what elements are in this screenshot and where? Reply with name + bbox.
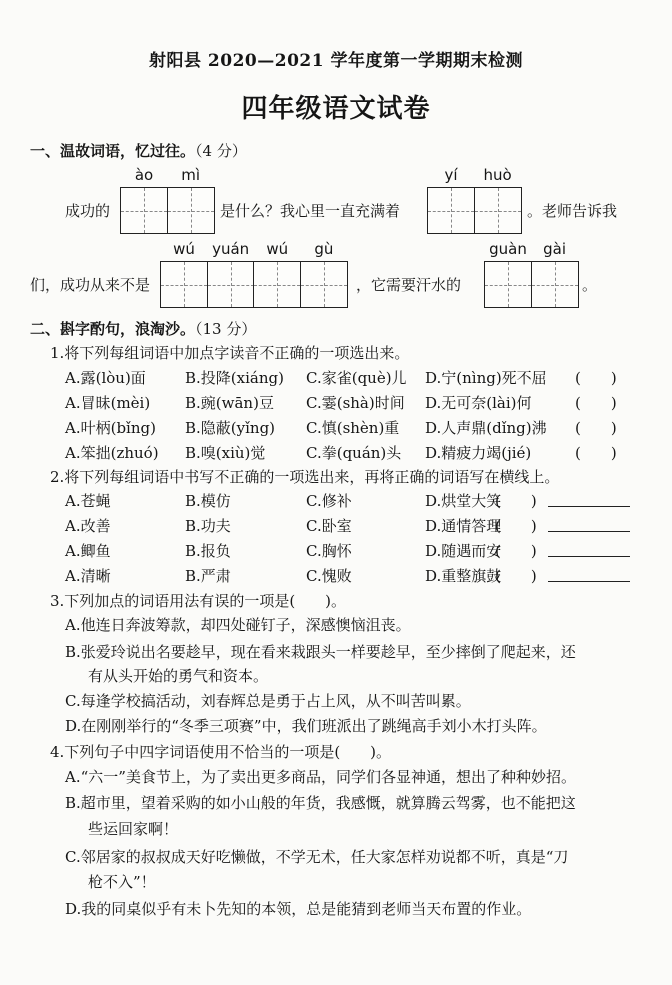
q2-option: A.清晰 [65, 567, 111, 585]
char-box[interactable] [474, 166, 522, 234]
char-box[interactable] [427, 166, 475, 234]
pinyin-label: guàn [489, 240, 527, 258]
char-box[interactable] [253, 240, 301, 308]
sec1-line1-c: 。老师告诉我 [527, 202, 618, 220]
q1-answer-paren[interactable]: ( ) [575, 419, 617, 437]
pinyin-grid-guangai[interactable] [484, 240, 579, 308]
char-box[interactable] [300, 240, 348, 308]
q1-option: A.露(lòu)面 [65, 369, 146, 387]
q2-option: A.鲫鱼 [65, 542, 111, 560]
q1-option: B.嗅(xiù)觉 [185, 444, 266, 462]
q1-stem: 1.将下列每组词语中加点字读音不正确的一项选出来。 [50, 344, 410, 362]
section-1-points: （4 分） [195, 142, 247, 160]
pinyin-grid-wuyuanwugu[interactable] [160, 240, 348, 308]
sec1-line1-b: 是什么？我心里一直充满着 [220, 202, 401, 220]
section-2-points: （13 分） [195, 320, 257, 338]
q1-option: D.宁(nìng)死不屈 [425, 369, 547, 387]
q1-option: D.精疲力竭(jié) [425, 444, 532, 462]
q2-answer-paren[interactable]: ( ) [495, 517, 537, 535]
q1-answer-paren[interactable]: ( ) [575, 369, 617, 387]
q4-stem: 4.下列句子中四字词语使用不恰当的一项是( )。 [50, 743, 392, 761]
char-box[interactable] [160, 240, 208, 308]
q1-option: B.投降(xiáng) [185, 369, 284, 387]
q4-option-c-line1: C.邻居家的叔叔成天好吃懒做，不学无术，任大家怎样劝说都不听，真是“刀 [65, 848, 569, 866]
q1-option: A.叶柄(bǐng) [65, 419, 156, 437]
q2-answer-line[interactable] [548, 556, 630, 557]
q2-option: D.重整旗鼓 [425, 567, 502, 585]
q4-option-a: A.“六一”美食节上，为了卖出更多商品，同学们各显神通，想出了种种妙招。 [65, 768, 576, 786]
pinyin-grid-aomi[interactable] [120, 166, 215, 234]
q1-option: C.拳(quán)头 [306, 444, 402, 462]
q2-answer-line[interactable] [548, 581, 630, 582]
pinyin-label: wú [173, 240, 195, 258]
sec1-line1-a: 成功的 [65, 202, 111, 220]
q2-answer-line[interactable] [548, 506, 630, 507]
pinyin-label: yuán [212, 240, 250, 258]
pinyin-label: ào [134, 166, 154, 184]
q2-stem: 2.将下列每组词语中书写不正确的一项选出来，再将正确的词语写在横线上。 [50, 468, 560, 486]
q4-option-b-line2: 些运回家啊！ [88, 820, 179, 838]
school-line: 射阳县 2020—2021 学年度第一学期期末检测 [149, 51, 523, 71]
char-box[interactable] [167, 166, 215, 234]
q2-option: D.烘堂大笑 [425, 492, 502, 510]
q1-option: C.霎(shà)时间 [306, 394, 405, 412]
pinyin-label: huò [483, 166, 512, 184]
q2-option: D.随遇而安 [425, 542, 502, 560]
q2-option: B.模仿 [185, 492, 231, 510]
pinyin-label: yí [444, 166, 458, 184]
q2-option: A.苍蝇 [65, 492, 111, 510]
char-box[interactable] [484, 240, 532, 308]
q2-answer-line[interactable] [548, 531, 630, 532]
q3-option-b-line1: B.张爱玲说出名要趁早，现在看来栽跟头一样要趁早，至少摔倒了爬起来，还 [65, 643, 576, 661]
q3-option-a: A.他连日奔波筹款，却四处碰钉子，深感懊恼沮丧。 [65, 616, 411, 634]
pinyin-label: gài [543, 240, 567, 258]
pinyin-label: wú [266, 240, 289, 258]
char-box[interactable] [531, 240, 579, 308]
section-1-heading [30, 140, 247, 161]
sec1-line2-a: 们，成功从来不是 [30, 276, 151, 294]
q3-option-b-line2: 有从头开始的勇气和资本。 [88, 667, 269, 685]
q4-option-b-line1: B.超市里，望着采购的如小山般的年货，我感慨，就算腾云驾雾，也不能把这 [65, 794, 576, 812]
q2-answer-paren[interactable]: ( ) [495, 567, 537, 585]
q2-answer-paren[interactable]: ( ) [495, 492, 537, 510]
q2-option: B.功夫 [185, 517, 231, 535]
q3-stem: 3.下列加点的词语用法有误的一项是( )。 [50, 592, 347, 610]
section-2-title: 二、斟字酌句，浪淘沙。 [30, 320, 196, 338]
q1-option: B.隐蔽(yǐng) [185, 419, 276, 437]
page-title: 四年级语文试卷 [241, 94, 431, 124]
q1-option: C.慎(shèn)重 [306, 419, 400, 437]
char-box[interactable] [207, 240, 255, 308]
q1-option: A.笨拙(zhuó) [65, 444, 159, 462]
q1-option: D.无可奈(lài)何 [425, 394, 532, 412]
pinyin-grid-yihuo[interactable] [427, 166, 522, 234]
q2-option: A.改善 [65, 517, 111, 535]
q2-option: C.修补 [306, 492, 352, 510]
q2-option: C.胸怀 [306, 542, 352, 560]
section-2-heading [30, 318, 256, 339]
q1-option: C.家雀(què)儿 [306, 369, 407, 387]
section-1-title: 一、温故词语，忆过往。 [30, 142, 196, 160]
sec1-line2-c: 。 [582, 276, 598, 294]
q3-option-d: D.在刚刚举行的“冬季三项赛”中，我们班派出了跳绳高手刘小木打头阵。 [65, 717, 547, 735]
q3-option-c: C.每逢学校搞活动，刘春辉总是勇于占上风，从不叫苦叫累。 [65, 692, 471, 710]
q1-option: D.人声鼎(dǐng)沸 [425, 419, 547, 437]
char-box[interactable] [120, 166, 168, 234]
q1-answer-paren[interactable]: ( ) [575, 394, 617, 412]
q1-option: A.冒昧(mèi) [65, 394, 151, 412]
q2-option: C.卧室 [306, 517, 352, 535]
q1-option: B.豌(wān)豆 [185, 394, 274, 412]
q2-answer-paren[interactable]: ( ) [495, 542, 537, 560]
q2-option: D.通情答理 [425, 517, 502, 535]
q4-option-c-line2: 枪不入”！ [88, 873, 156, 891]
q1-answer-paren[interactable]: ( ) [575, 444, 617, 462]
pinyin-label: mì [181, 166, 200, 184]
q2-option: B.严肃 [185, 567, 231, 585]
q2-option: B.报负 [185, 542, 231, 560]
pinyin-label: gù [314, 240, 334, 258]
q2-option: C.愧败 [306, 567, 352, 585]
sec1-line2-b: ，它需要汗水的 [356, 276, 462, 294]
q4-option-d: D.我的同桌似乎有未卜先知的本领，总是能猜到老师当天布置的作业。 [65, 900, 532, 918]
